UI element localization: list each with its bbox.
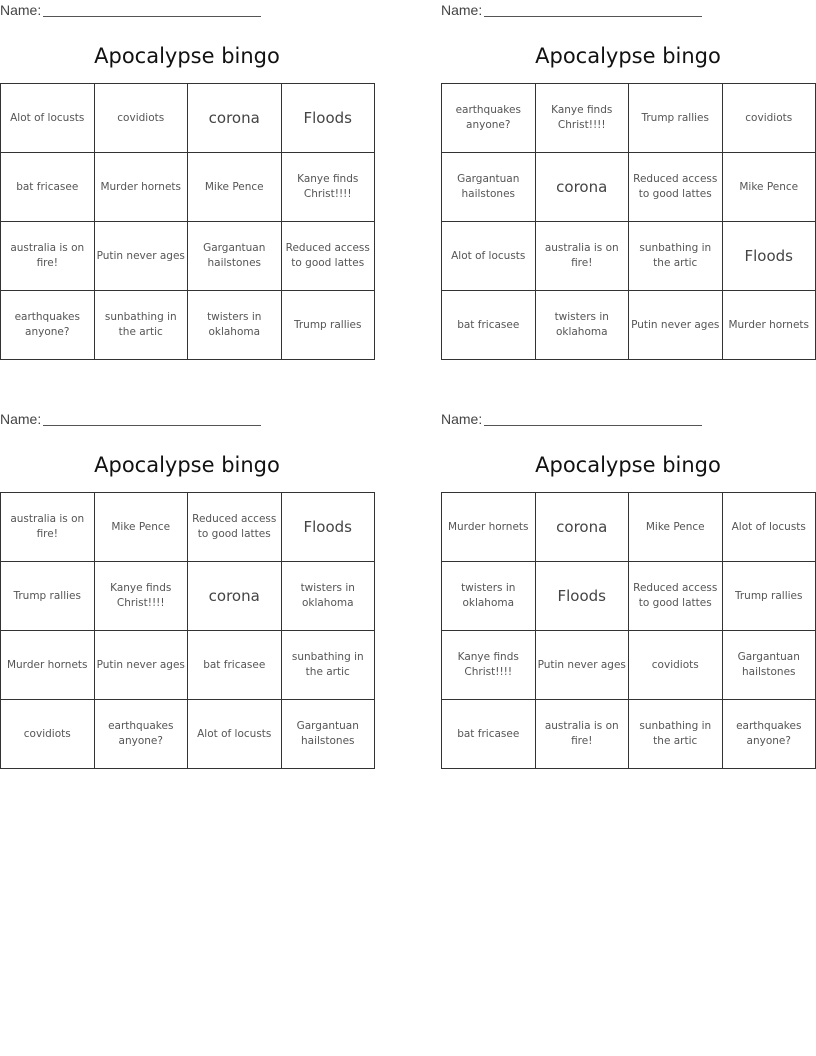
bingo-cell: Gargantuan hailstones <box>442 153 536 222</box>
bingo-cell: corona <box>188 84 282 153</box>
grid-row <box>1 291 375 360</box>
bingo-cell: corona <box>535 493 629 562</box>
grid-row <box>1 631 375 700</box>
grid-row <box>442 700 816 769</box>
grid-row <box>442 84 816 153</box>
bingo-cell: twisters in oklahoma <box>188 291 282 360</box>
name-label: Name: <box>441 2 483 18</box>
bingo-cell: Alot of locusts <box>722 493 816 562</box>
bingo-cell: Trump rallies <box>281 291 375 360</box>
bingo-cell: Murder hornets <box>94 153 188 222</box>
bingo-grid <box>0 492 375 769</box>
bingo-cell: earthquakes anyone? <box>722 700 816 769</box>
bingo-cell: covidiots <box>1 700 95 769</box>
bingo-cell: sunbathing in the artic <box>629 700 723 769</box>
card-title: Apocalypse bingo <box>535 453 721 477</box>
bingo-cell: bat fricasee <box>1 153 95 222</box>
bingo-cell: Putin never ages <box>629 291 723 360</box>
card-title: Apocalypse bingo <box>535 44 721 68</box>
bingo-cell: corona <box>188 562 282 631</box>
bingo-cell: Murder hornets <box>722 291 816 360</box>
name-label: Name: <box>0 411 42 427</box>
grid-row <box>1 222 375 291</box>
bingo-cell: twisters in oklahoma <box>535 291 629 360</box>
name-field <box>441 2 702 18</box>
bingo-cell: Mike Pence <box>629 493 723 562</box>
bingo-cell: sunbathing in the artic <box>94 291 188 360</box>
grid-row <box>1 153 375 222</box>
card-title: Apocalypse bingo <box>94 453 280 477</box>
bingo-cell: twisters in oklahoma <box>442 562 536 631</box>
bingo-cell: Murder hornets <box>1 631 95 700</box>
bingo-cell: earthquakes anyone? <box>94 700 188 769</box>
grid-row <box>442 222 816 291</box>
bingo-cell: bat fricasee <box>442 291 536 360</box>
name-label: Name: <box>441 411 483 427</box>
name-field <box>441 411 702 427</box>
bingo-cell: Floods <box>535 562 629 631</box>
grid-row <box>442 562 816 631</box>
bingo-grid <box>441 492 816 769</box>
bingo-cell: Mike Pence <box>722 153 816 222</box>
bingo-cell: bat fricasee <box>188 631 282 700</box>
grid-row <box>1 493 375 562</box>
bingo-cell: Gargantuan hailstones <box>722 631 816 700</box>
bingo-cell: Reduced access to good lattes <box>281 222 375 291</box>
card-title: Apocalypse bingo <box>94 44 280 68</box>
bingo-cell: Trump rallies <box>722 562 816 631</box>
bingo-cell: twisters in oklahoma <box>281 562 375 631</box>
grid-row <box>1 700 375 769</box>
bingo-cell: Gargantuan hailstones <box>281 700 375 769</box>
name-blank-line[interactable] <box>484 413 702 426</box>
bingo-cell: Alot of locusts <box>188 700 282 769</box>
bingo-cell: australia is on fire! <box>1 493 95 562</box>
bingo-cell: Trump rallies <box>629 84 723 153</box>
bingo-cell: Kanye finds Christ!!!! <box>535 84 629 153</box>
grid-row <box>1 84 375 153</box>
bingo-cell: Gargantuan hailstones <box>188 222 282 291</box>
bingo-cell: Alot of locusts <box>1 84 95 153</box>
name-blank-line[interactable] <box>43 413 261 426</box>
bingo-cell: sunbathing in the artic <box>629 222 723 291</box>
grid-row <box>1 562 375 631</box>
bingo-cell: australia is on fire! <box>1 222 95 291</box>
bingo-cell: Floods <box>281 84 375 153</box>
bingo-cell: Mike Pence <box>188 153 282 222</box>
name-blank-line[interactable] <box>484 4 702 17</box>
bingo-cell: sunbathing in the artic <box>281 631 375 700</box>
name-blank-line[interactable] <box>43 4 261 17</box>
bingo-cell: Reduced access to good lattes <box>629 562 723 631</box>
grid-row <box>442 493 816 562</box>
name-field <box>0 2 261 18</box>
bingo-cell: Reduced access to good lattes <box>629 153 723 222</box>
bingo-cell: covidiots <box>94 84 188 153</box>
bingo-cell: Murder hornets <box>442 493 536 562</box>
bingo-cell: Alot of locusts <box>442 222 536 291</box>
bingo-cell: covidiots <box>722 84 816 153</box>
bingo-cell: covidiots <box>629 631 723 700</box>
bingo-cell: Kanye finds Christ!!!! <box>94 562 188 631</box>
bingo-cell: Floods <box>281 493 375 562</box>
name-field <box>0 411 261 427</box>
bingo-cell: Kanye finds Christ!!!! <box>442 631 536 700</box>
bingo-cell: Putin never ages <box>94 222 188 291</box>
bingo-cell: Floods <box>722 222 816 291</box>
bingo-cell: Mike Pence <box>94 493 188 562</box>
name-label: Name: <box>0 2 42 18</box>
bingo-cell: Trump rallies <box>1 562 95 631</box>
bingo-cell: Reduced access to good lattes <box>188 493 282 562</box>
grid-row <box>442 291 816 360</box>
bingo-cell: earthquakes anyone? <box>1 291 95 360</box>
bingo-cell: earthquakes anyone? <box>442 84 536 153</box>
bingo-cell: Putin never ages <box>94 631 188 700</box>
bingo-grid <box>0 83 375 360</box>
grid-row <box>442 153 816 222</box>
bingo-cell: australia is on fire! <box>535 222 629 291</box>
bingo-cell: australia is on fire! <box>535 700 629 769</box>
bingo-cell: corona <box>535 153 629 222</box>
bingo-cell: Putin never ages <box>535 631 629 700</box>
bingo-grid <box>441 83 816 360</box>
bingo-cell: Kanye finds Christ!!!! <box>281 153 375 222</box>
bingo-cell: bat fricasee <box>442 700 536 769</box>
grid-row <box>442 631 816 700</box>
